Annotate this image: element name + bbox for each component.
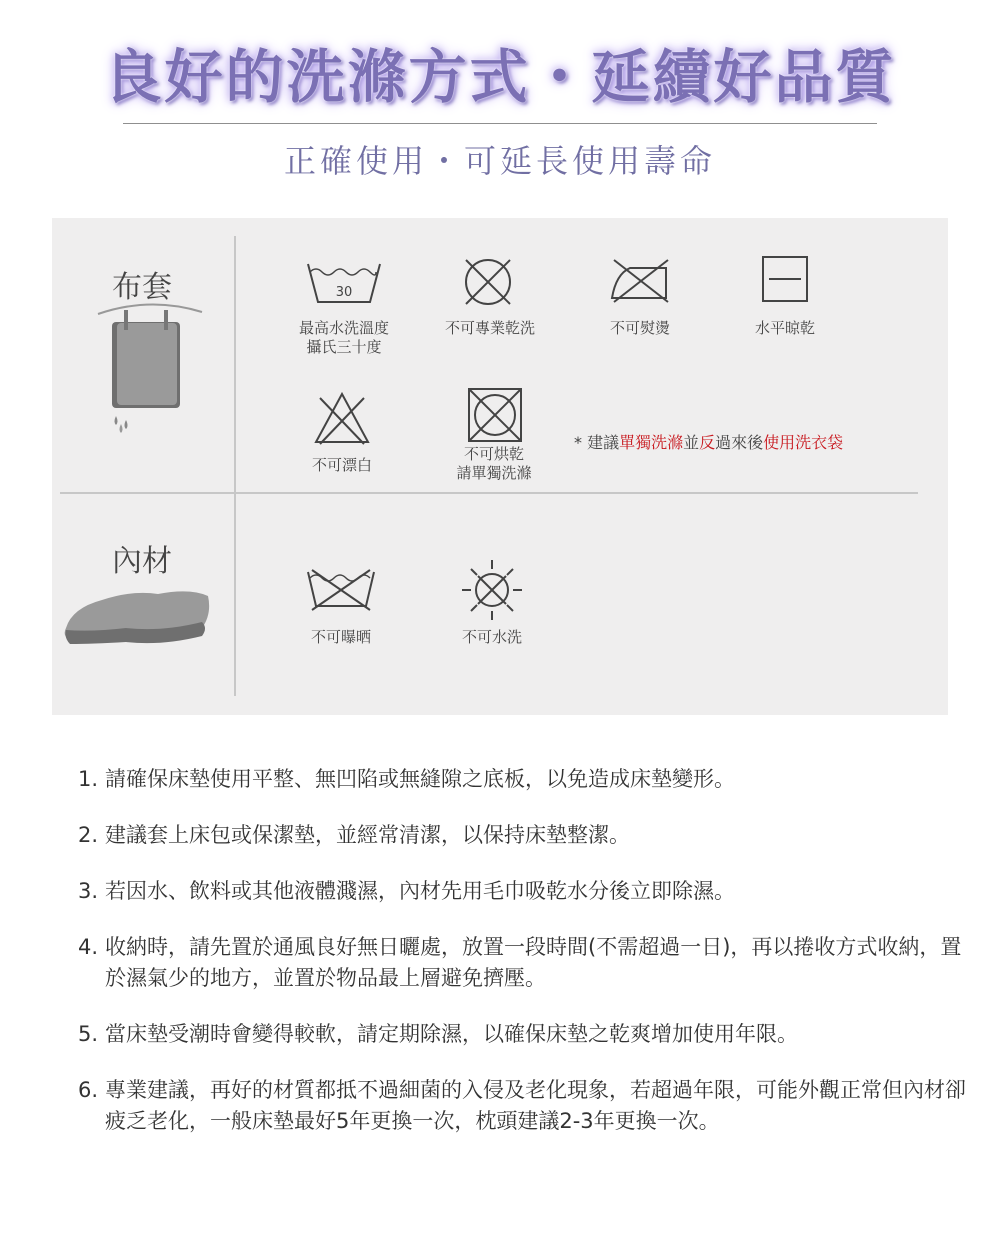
panel-horizontal-divider [60, 492, 918, 494]
label-no-tumble-dry: 不可烘乾 請單獨洗滌 [456, 445, 532, 482]
list-item: 4. 收納時，請先置於通風良好無日曬處，放置一段時間(不需超過一日)，再以捲收方式收納，置於濕氣少的地方，並置於物品最上層避免擠壓。 [78, 935, 962, 990]
page-title: 良好的洗滌方式・延續好品質 [103, 43, 897, 111]
pillow-core-icon [62, 588, 212, 650]
no-iron-icon [608, 256, 672, 304]
list-item: 1. 請確保床墊使用平整、無凹陷或無縫隙之底板，以免造成床墊變形。 [78, 767, 735, 791]
title-divider [123, 123, 877, 124]
panel-vertical-divider [234, 236, 236, 696]
flat-dry-icon [760, 254, 810, 304]
label-flat-dry: 水平晾乾 [754, 319, 815, 337]
label-max-wash-temp: 最高水洗溫度 攝氏三十度 [298, 319, 389, 356]
hanging-cover-icon [94, 298, 214, 438]
page-subtitle: 正確使用・可延長使用壽命 [283, 142, 716, 180]
care-panel [52, 218, 948, 715]
label-no-iron: 不可熨燙 [609, 319, 670, 337]
no-tumble-dry-icon [466, 386, 524, 444]
list-item: 3. 若因水、飲料或其他液體濺濕，內材先用毛巾吸乾水分後立即除濕。 [78, 879, 735, 903]
label-no-dry-clean: 不可專業乾洗 [444, 319, 535, 337]
no-bleach-icon [312, 390, 372, 446]
no-dry-clean-icon [458, 256, 518, 308]
list-item: 2. 建議套上床包或保潔墊，並經常清潔，以保持床墊整潔。 [78, 823, 630, 847]
wash-temperature: 30 [335, 285, 353, 300]
wash-30-icon [304, 260, 384, 308]
no-sun-icon [460, 558, 524, 622]
list-item: 6. 專業建議，再好的材質都抵不過細菌的入侵及老化現象，若超過年限，可能外觀正常但內材卻疲乏老化，一般床墊最好5年更換一次，枕頭建議2-3年更換一次。 [78, 1078, 966, 1133]
category-core: 內材 [112, 544, 172, 579]
label-no-bleach: 不可漂白 [311, 456, 372, 474]
list-item: 5. 當床墊受潮時會變得較軟，請定期除濕，以確保床墊之乾爽增加使用年限。 [78, 1022, 798, 1046]
category-cover: 布套 [112, 270, 172, 305]
instructions-list [78, 764, 968, 1162]
no-wash-basin-icon [304, 566, 378, 612]
label-no-water-wash: 不可水洗 [461, 628, 522, 646]
washing-note: * 建議單獨洗滌並反過來後使用洗衣袋 [574, 433, 844, 452]
label-no-sun-expose: 不可曝晒 [310, 628, 371, 646]
